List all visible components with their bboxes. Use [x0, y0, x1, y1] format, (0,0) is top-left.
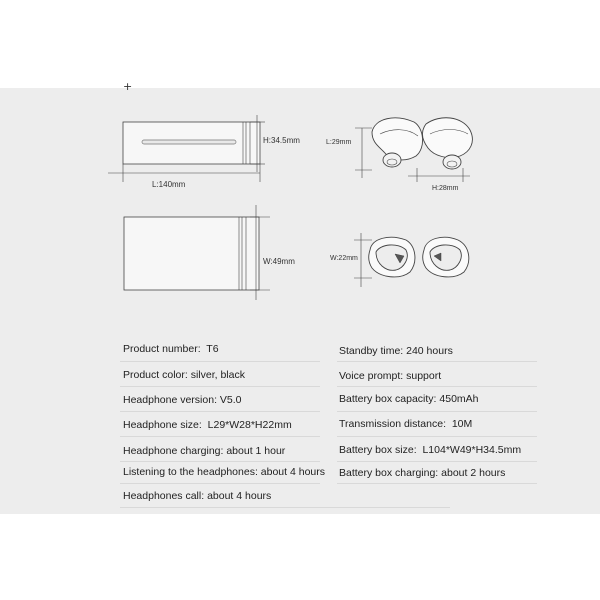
- box-front-view: [108, 115, 265, 182]
- spec-headphone-size: [123, 419, 292, 431]
- spec-transmission-distance: [339, 418, 472, 430]
- spec-label: Battery box size:: [339, 444, 417, 456]
- row-divider: [120, 483, 320, 484]
- spec-voice-prompt: [339, 370, 441, 382]
- spec-battery-capacity: [339, 393, 479, 405]
- bud-height-label: H:28mm: [432, 185, 459, 192]
- spec-label: Transmission distance:: [339, 418, 446, 430]
- spec-label: Headphone version:: [123, 394, 217, 406]
- box-side-view: [124, 205, 270, 300]
- registration-mark: +: [123, 80, 133, 93]
- row-divider: [120, 386, 320, 387]
- spec-label: Product number:: [123, 343, 201, 355]
- earbuds-top-view: [354, 233, 469, 287]
- spec-value: about 1 hour: [226, 445, 286, 457]
- spec-headphone-version: [123, 394, 242, 406]
- spec-battery-box-charging: [339, 467, 505, 479]
- spec-label: Headphones call:: [123, 490, 205, 502]
- row-divider: [337, 436, 537, 437]
- spec-value: T6: [206, 343, 219, 355]
- spec-label: Product color:: [123, 369, 188, 381]
- spec-call-time: [123, 490, 271, 502]
- spec-value: L29*W28*H22mm: [207, 419, 292, 431]
- spec-value: about 2 hours: [441, 467, 506, 479]
- row-divider: [337, 461, 537, 462]
- spec-product-color: [123, 369, 245, 381]
- spec-label: Battery box capacity:: [339, 393, 437, 405]
- spec-label: Listening to the headphones:: [123, 466, 258, 478]
- spec-label: Standby time:: [339, 345, 404, 357]
- spec-label: Headphone size:: [123, 419, 202, 431]
- box-width-label: W:49mm: [263, 257, 295, 266]
- box-length-label: L:140mm: [152, 180, 186, 189]
- spec-label: Voice prompt:: [339, 370, 404, 382]
- row-divider: [120, 361, 320, 362]
- spec-value: about 4 hours: [207, 490, 272, 502]
- spec-value: silver, black: [190, 369, 245, 381]
- bud-width-label: W:22mm: [330, 255, 358, 262]
- bud-length-label: L:29mm: [326, 139, 352, 146]
- spec-product-number: [123, 343, 219, 355]
- spec-value: 10M: [451, 418, 473, 430]
- spec-value: 450mAh: [439, 393, 479, 405]
- row-divider: [120, 507, 450, 508]
- box-height-label: H:34.5mm: [263, 136, 300, 145]
- spec-value: support: [406, 370, 442, 382]
- row-divider: [337, 483, 537, 484]
- earbuds-side-view: [355, 118, 472, 182]
- spec-value: L104*W49*H34.5mm: [422, 444, 522, 456]
- spec-label: Battery box charging:: [339, 467, 439, 479]
- spec-standby-time: [339, 345, 453, 357]
- spec-value: V5.0: [219, 394, 242, 406]
- spec-label: Headphone charging:: [123, 445, 224, 457]
- spec-listening-time: [123, 466, 325, 478]
- row-divider: [337, 411, 537, 412]
- spec-value: 240 hours: [406, 345, 453, 357]
- spec-battery-box-size: [339, 444, 521, 456]
- row-divider: [337, 361, 537, 362]
- row-divider: [120, 411, 320, 412]
- spec-headphone-charging: [123, 445, 285, 457]
- spec-value: about 4 hours: [260, 466, 325, 478]
- row-divider: [337, 386, 537, 387]
- row-divider: [120, 461, 320, 462]
- row-divider: [120, 436, 320, 437]
